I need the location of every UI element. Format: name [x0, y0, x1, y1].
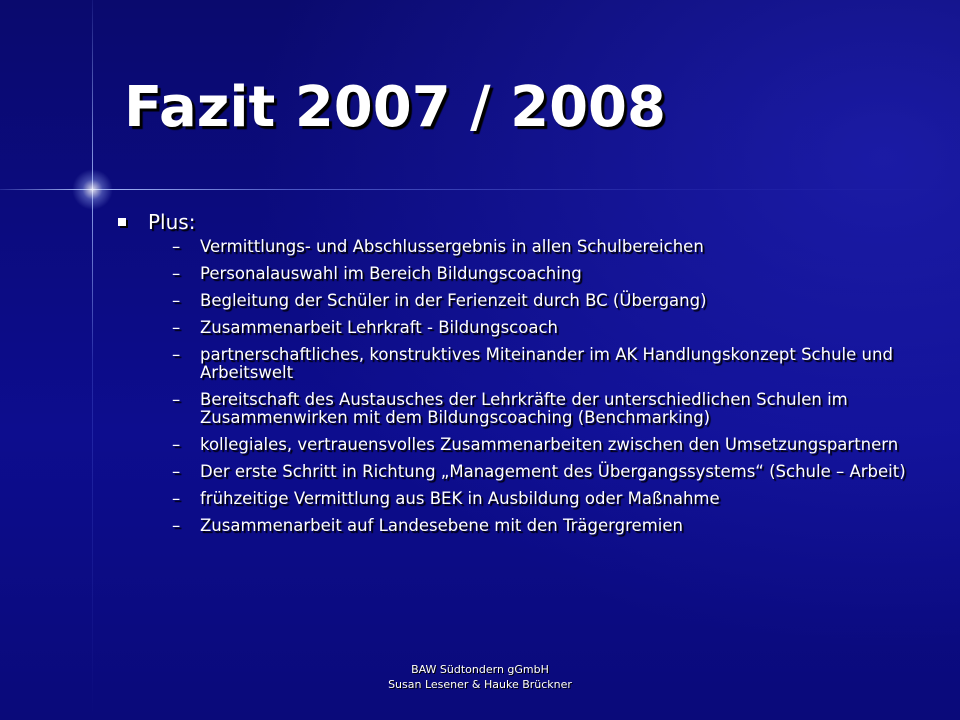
list-item-text: Zusammenarbeit Lehrkraft - Bildungscoach [200, 318, 558, 337]
list-item [172, 319, 912, 337]
list-item-text: Bereitschaft des Austausches der Lehrkräfte der unterschiedlichen Schulen im Zusammenwirken mit dem Bildungscoaching (Benchmarking) [200, 390, 848, 427]
list-item [172, 391, 912, 427]
footer-authors: Susan Lesener & Hauke Brückner [388, 678, 572, 691]
list-item [172, 238, 912, 256]
list-item-text: Der erste Schritt in Richtung „Management des Übergangssystems“ (Schule – Arbeit) [200, 462, 906, 481]
square-bullet-icon [118, 218, 126, 226]
dash-marker: – [172, 345, 181, 364]
dash-marker: – [172, 264, 181, 283]
list-item-text: Personalauswahl im Bereich Bildungscoaching [200, 264, 582, 283]
list-item-text: Vermittlungs- und Abschlussergebnis in allen Schulbereichen [200, 237, 704, 256]
list-item-text: Begleitung der Schüler in der Ferienzeit durch BC (Übergang) [200, 291, 707, 310]
dash-marker: – [172, 435, 181, 454]
slide-title: Fazit 2007 / 2008 [124, 75, 666, 140]
list-item-text: frühzeitige Vermittlung aus BEK in Ausbildung oder Maßnahme [200, 489, 720, 508]
list-item-text: Zusammenarbeit auf Landesebene mit den Trägergremien [200, 516, 683, 535]
list-item [172, 346, 912, 382]
decorative-star-glow-icon [72, 169, 113, 210]
dash-marker: – [172, 390, 181, 409]
dash-marker: – [172, 462, 181, 481]
list-item [172, 292, 912, 310]
list-item [172, 265, 912, 283]
decorative-horizontal-line [0, 189, 960, 190]
list-item [172, 517, 912, 535]
list-item-text: kollegiales, vertrauensvolles Zusammenarbeiten zwischen den Umsetzungspartnern [200, 435, 899, 454]
decorative-vertical-line [92, 0, 93, 720]
dash-marker: – [172, 489, 181, 508]
list-item-text: partnerschaftliches, konstruktives Miteinander im AK Handlungskonzept Schule und Arbeitswelt [200, 345, 893, 382]
dash-marker: – [172, 516, 181, 535]
footer-organization: BAW Südtondern gGmbH [411, 663, 549, 676]
list-item [172, 463, 912, 481]
dash-marker: – [172, 237, 181, 256]
sub-bullet-list [172, 238, 912, 544]
bullet-label: Plus: [148, 210, 196, 234]
list-item [172, 436, 912, 454]
list-item [172, 490, 912, 508]
bullet-plus [118, 207, 195, 237]
footer [0, 662, 960, 692]
dash-marker: – [172, 318, 181, 337]
dash-marker: – [172, 291, 181, 310]
